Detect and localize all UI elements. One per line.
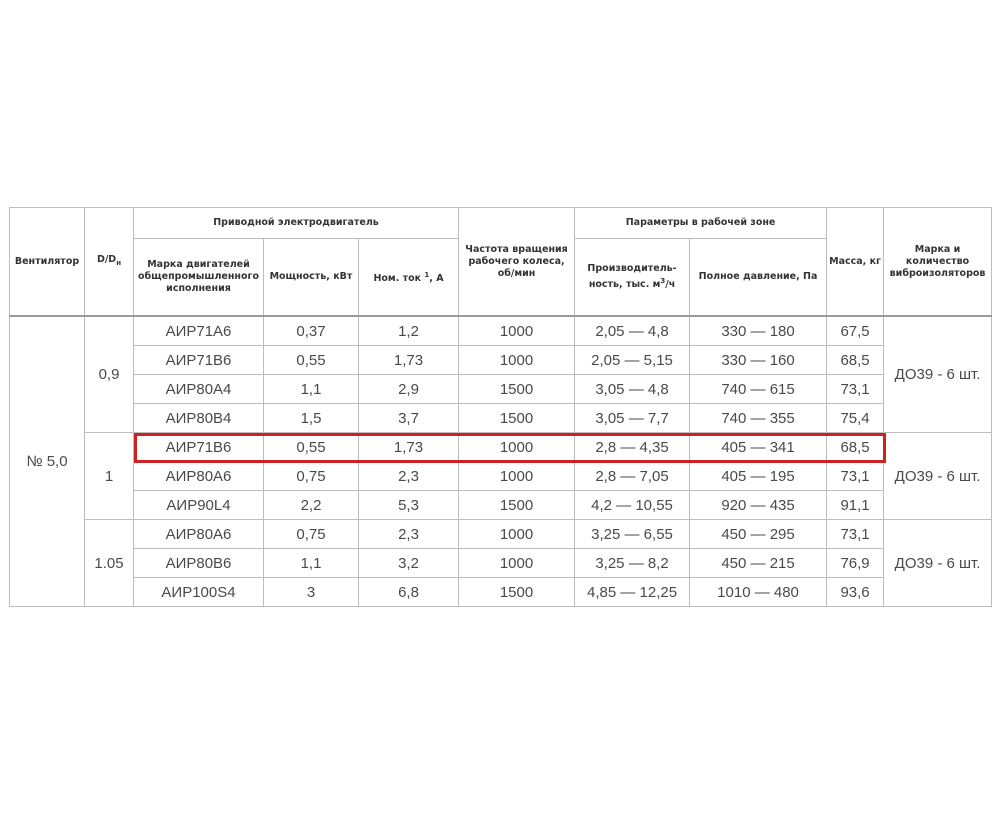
- table-row: [10, 578, 992, 607]
- cell-pressure: 740 — 615: [690, 375, 827, 404]
- table-row: [10, 462, 992, 491]
- cell-rpm: 1000: [459, 549, 575, 578]
- fan-label: № 5,0: [10, 316, 85, 607]
- group-isolators: ДО39 - 6 шт.: [884, 520, 992, 607]
- cell-capacity: 3,05 — 4,8: [575, 375, 690, 404]
- table-row: [10, 433, 992, 462]
- cell-mass: 68,5: [827, 346, 884, 375]
- table-row: [10, 520, 992, 549]
- header-drive-group: Приводной электродвигатель: [134, 208, 459, 239]
- cell-power: 2,2: [264, 491, 359, 520]
- header-mass: Масса, кг: [827, 208, 884, 317]
- cell-power: 0,75: [264, 462, 359, 491]
- table-body: [10, 316, 992, 607]
- cell-capacity: 4,2 — 10,55: [575, 491, 690, 520]
- cell-motor: АИР71В6: [134, 346, 264, 375]
- cell-mass: 73,1: [827, 520, 884, 549]
- cell-current: 2,9: [359, 375, 459, 404]
- cell-power: 0,55: [264, 433, 359, 462]
- cell-rpm: 1500: [459, 491, 575, 520]
- cell-pressure: 330 — 160: [690, 346, 827, 375]
- cell-mass: 68,5: [827, 433, 884, 462]
- cell-mass: 67,5: [827, 316, 884, 346]
- cell-capacity: 2,8 — 4,35: [575, 433, 690, 462]
- cell-capacity: 2,05 — 5,15: [575, 346, 690, 375]
- cell-motor: АИР80А6: [134, 520, 264, 549]
- cell-capacity: 2,8 — 7,05: [575, 462, 690, 491]
- header-ratio: $D/D_н$: [85, 208, 134, 317]
- cell-rpm: 1500: [459, 404, 575, 433]
- cell-motor: АИР80А6: [134, 462, 264, 491]
- cell-current: 3,7: [359, 404, 459, 433]
- cell-pressure: 405 — 341: [690, 433, 827, 462]
- group-isolators: ДО39 - 6 шт.: [884, 433, 992, 520]
- group-ratio: 1: [85, 433, 134, 520]
- cell-motor: АИР71В6: [134, 433, 264, 462]
- cell-rpm: 1500: [459, 375, 575, 404]
- cell-power: 0,55: [264, 346, 359, 375]
- cell-pressure: 1010 — 480: [690, 578, 827, 607]
- cell-pressure: 740 — 355: [690, 404, 827, 433]
- cell-motor: АИР80В6: [134, 549, 264, 578]
- cell-current: 6,8: [359, 578, 459, 607]
- cell-mass: 93,6: [827, 578, 884, 607]
- group-isolators: ДО39 - 6 шт.: [884, 316, 992, 433]
- cell-rpm: 1000: [459, 462, 575, 491]
- cell-rpm: 1000: [459, 520, 575, 549]
- cell-rpm: 1000: [459, 316, 575, 346]
- cell-current: 2,3: [359, 462, 459, 491]
- group-ratio: 1.05: [85, 520, 134, 607]
- header-fan: Вентилятор: [10, 208, 85, 317]
- cell-current: 3,2: [359, 549, 459, 578]
- header-capacity: Производительность, тыс. $м^3/ч$: [575, 239, 690, 317]
- cell-motor: АИР100S4: [134, 578, 264, 607]
- cell-power: 0,37: [264, 316, 359, 346]
- cell-pressure: 405 — 195: [690, 462, 827, 491]
- cell-rpm: 1000: [459, 346, 575, 375]
- header-current: Ном. ток $^1$, А: [359, 239, 459, 317]
- cell-capacity: 3,25 — 8,2: [575, 549, 690, 578]
- cell-capacity: 3,05 — 7,7: [575, 404, 690, 433]
- header-pressure: Полное давление, Па: [690, 239, 827, 317]
- cell-power: 1,1: [264, 375, 359, 404]
- cell-capacity: 3,25 — 6,55: [575, 520, 690, 549]
- fan-spec-table: [9, 207, 992, 607]
- cell-mass: 91,1: [827, 491, 884, 520]
- table-row: [10, 549, 992, 578]
- header-power: Мощность, кВт: [264, 239, 359, 317]
- table-row: [10, 316, 992, 346]
- cell-mass: 75,4: [827, 404, 884, 433]
- cell-power: 3: [264, 578, 359, 607]
- cell-mass: 73,1: [827, 375, 884, 404]
- cell-rpm: 1500: [459, 578, 575, 607]
- cell-mass: 73,1: [827, 462, 884, 491]
- cell-current: 1,2: [359, 316, 459, 346]
- header-params-group: Параметры в рабочей зоне: [575, 208, 827, 239]
- cell-motor: АИР90L4: [134, 491, 264, 520]
- cell-current: 5,3: [359, 491, 459, 520]
- cell-current: 2,3: [359, 520, 459, 549]
- cell-motor: АИР71А6: [134, 316, 264, 346]
- cell-pressure: 450 — 295: [690, 520, 827, 549]
- cell-power: 1,5: [264, 404, 359, 433]
- table-row: [10, 346, 992, 375]
- cell-pressure: 450 — 215: [690, 549, 827, 578]
- cell-current: 1,73: [359, 346, 459, 375]
- table-row: [10, 491, 992, 520]
- cell-mass: 76,9: [827, 549, 884, 578]
- table-row: [10, 404, 992, 433]
- cell-pressure: 330 — 180: [690, 316, 827, 346]
- cell-pressure: 920 — 435: [690, 491, 827, 520]
- cell-rpm: 1000: [459, 433, 575, 462]
- cell-current: 1,73: [359, 433, 459, 462]
- table-row: [10, 375, 992, 404]
- cell-motor: АИР80В4: [134, 404, 264, 433]
- cell-power: 1,1: [264, 549, 359, 578]
- cell-power: 0,75: [264, 520, 359, 549]
- header-rpm: Частота вращения рабочего колеса, об/мин: [459, 208, 575, 317]
- group-ratio: 0,9: [85, 316, 134, 433]
- header-motor-brand: Марка двигателей общепромышленного исполнения: [134, 239, 264, 317]
- cell-capacity: 2,05 — 4,8: [575, 316, 690, 346]
- cell-motor: АИР80А4: [134, 375, 264, 404]
- cell-capacity: 4,85 — 12,25: [575, 578, 690, 607]
- header-isolators: Марка и количество виброизоляторов: [884, 208, 992, 317]
